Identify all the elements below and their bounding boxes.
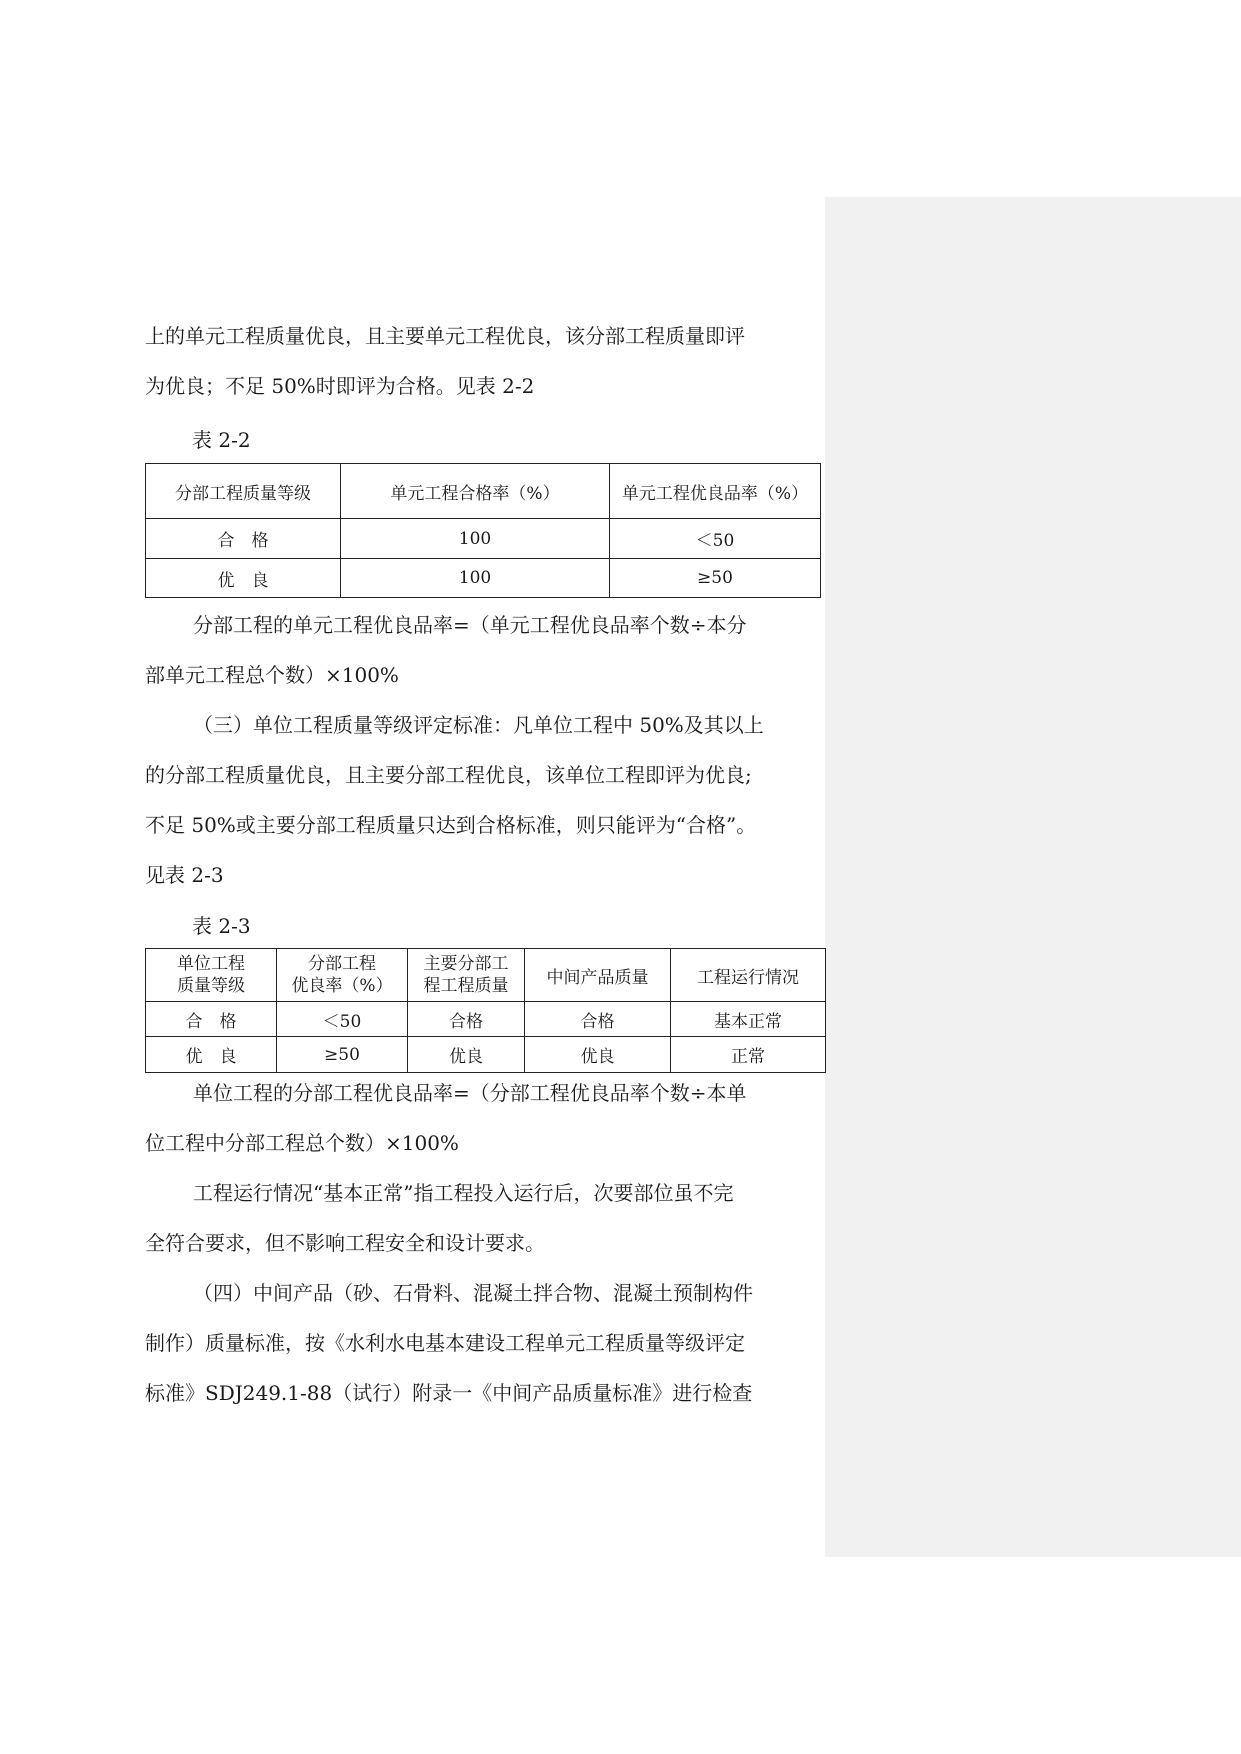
table-header-row — [146, 464, 821, 519]
header-cell — [146, 949, 277, 1002]
paragraph-3 — [145, 700, 828, 900]
table-cell: 正常 — [671, 1037, 826, 1073]
header-cell: 中间产品质量 — [525, 949, 671, 1002]
text-line: 见表 2-3 — [145, 863, 224, 887]
text-line: （四）中间产品（砂、石骨料、混凝土拌合物、混凝土预制构件 — [193, 1281, 753, 1305]
header-line: 程工程质量 — [423, 976, 509, 996]
table-cell: 优良 — [525, 1037, 671, 1073]
table-cell: 合格 — [525, 1002, 671, 1037]
header-line: 分部工程 — [308, 954, 376, 974]
table-cell: 100 — [341, 519, 610, 559]
table-row — [146, 1002, 826, 1037]
text-line: 不足 50%或主要分部工程质量只达到合格标准，则只能评为“合格”。 — [145, 813, 757, 837]
table-cell: ＜50 — [277, 1002, 408, 1037]
table-cell: 合 格 — [146, 519, 341, 559]
table-cell: 优 良 — [146, 559, 341, 598]
table-header-row — [146, 949, 826, 1002]
paragraph-2 — [145, 600, 828, 700]
table-cell: 合格 — [408, 1002, 525, 1037]
table-cell: 优 良 — [146, 1037, 277, 1073]
table-2-2-caption: 表 2-2 — [192, 428, 251, 452]
header-cell — [277, 949, 408, 1002]
header-cell: 单元工程优良品率（%） — [610, 464, 821, 519]
header-cell: 工程运行情况 — [671, 949, 826, 1002]
table-cell: ＜50 — [610, 519, 821, 559]
text-line: 全符合要求，但不影响工程安全和设计要求。 — [145, 1231, 545, 1255]
text-line: 的分部工程质量优良，且主要分部工程优良，该单位工程即评为优良; — [145, 763, 752, 787]
paragraph-1 — [145, 311, 828, 411]
text-line: 分部工程的单元工程优良品率=（单元工程优良品率个数÷本分 — [193, 613, 747, 637]
text-line: 标准》SDJ249.1-88（试行）附录一《中间产品质量标准》进行检查 — [145, 1381, 753, 1405]
header-cell — [408, 949, 525, 1002]
text-line: 位工程中分部工程总个数）×100% — [145, 1131, 459, 1155]
paragraph-5 — [145, 1168, 828, 1268]
paragraph-6 — [145, 1268, 828, 1418]
header-line: 单位工程 — [177, 954, 245, 974]
table-cell: ≥50 — [610, 559, 821, 598]
text-line: 上的单元工程质量优良，且主要单元工程优良，该分部工程质量即评 — [145, 324, 745, 348]
text-line: 为优良；不足 50%时即评为合格。见表 2-2 — [145, 374, 535, 398]
table-cell: 100 — [341, 559, 610, 598]
header-cell: 单元工程合格率（%） — [341, 464, 610, 519]
table-2-2 — [145, 463, 821, 598]
text-line: 制作）质量标准，按《水利水电基本建设工程单元工程质量等级评定 — [145, 1331, 745, 1355]
table-2-3 — [145, 948, 826, 1073]
table-2-3-caption: 表 2-3 — [192, 914, 251, 938]
paragraph-4 — [145, 1068, 828, 1168]
header-line: 优良率（%） — [291, 976, 393, 996]
text-line: （三）单位工程质量等级评定标准：凡单位工程中 50%及其以上 — [193, 713, 764, 737]
header-line: 主要分部工 — [423, 954, 509, 974]
table-cell: 基本正常 — [671, 1002, 826, 1037]
text-line: 部单元工程总个数）×100% — [145, 663, 399, 687]
table-cell: 合 格 — [146, 1002, 277, 1037]
table-cell: 优良 — [408, 1037, 525, 1073]
comment-margin-panel — [825, 197, 1241, 1557]
table-row — [146, 559, 821, 598]
header-line: 质量等级 — [177, 976, 245, 996]
header-cell: 分部工程质量等级 — [146, 464, 341, 519]
text-line: 工程运行情况“基本正常”指工程投入运行后，次要部位虽不完 — [193, 1181, 734, 1205]
table-cell: ≥50 — [277, 1037, 408, 1073]
table-row — [146, 519, 821, 559]
text-line: 单位工程的分部工程优良品率=（分部工程优良品率个数÷本单 — [193, 1081, 747, 1105]
